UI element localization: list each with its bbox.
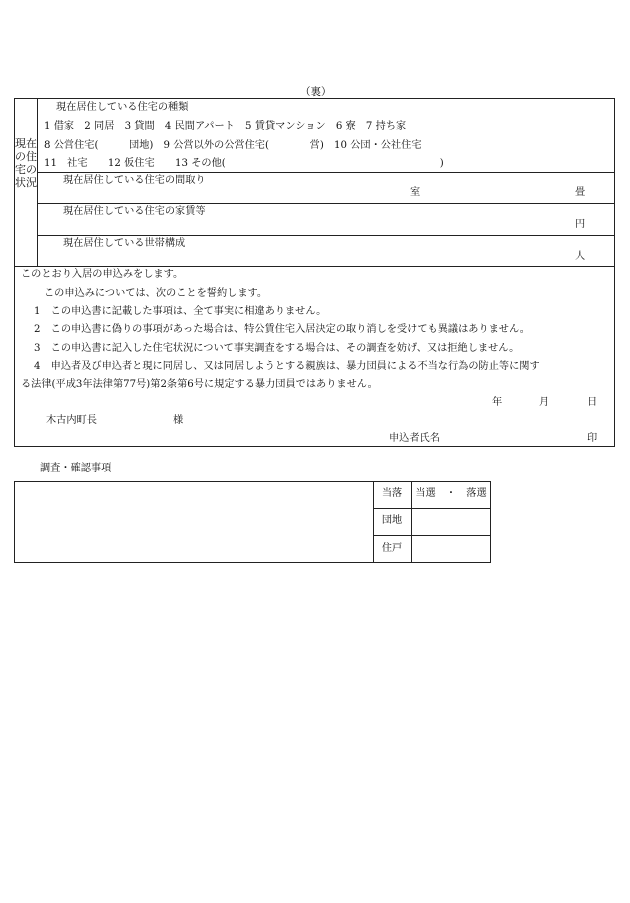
pledge-item-1: 1 この申込書に記載した事項は、全て事実に相違ありません。 [34,306,327,317]
addressee: 木古内町長 [46,415,97,426]
layout-unit-tatami: 畳 [575,187,586,198]
layout-unit-room: 室 [410,187,421,198]
household-unit: 人 [575,251,586,262]
survey-unit-label: 住戸 [381,543,403,554]
survey-result-value: 当選 ・ 落選 [415,488,487,499]
page-side-header: （裏） [300,86,332,98]
date-year-label: 年 [492,397,503,408]
seal-mark: 印 [587,433,598,444]
pledge-item-4-line-2: る法律(平成3年法律第77号)第2条第6号に規定する暴力団員ではありません。 [21,379,378,390]
declaration-intro: このとおり入居の申込みをします。 [21,269,184,280]
survey-divider-h1 [373,508,491,509]
row-divider-layout [37,172,615,173]
date-month-label: 月 [539,397,550,408]
pledge-item-2: 2 この申込書に偽りの事項があった場合は、特公賃住宅入居決定の取り消しを受けても異議はありません。 [34,324,530,335]
declaration-divider [14,266,615,267]
date-day-label: 日 [587,397,598,408]
pledge-item-3: 3 この申込書に記入した住宅状況について事実調査をする場合は、その調査を妨げ、又は拒絶しません。 [34,343,520,354]
housing-status-side-label: 現在の住宅の状況 [15,137,37,189]
housing-type-title: 現在居住している住宅の種類 [56,102,189,113]
survey-title: 調査・確認事項 [40,463,112,474]
housing-type-options-1: 1 借家 2 同居 3 貸間 4 民間アパート 5 賃貸マンション 6 寮 7 持ち家 [44,121,407,132]
household-label: 現在居住している世帯構成 [63,238,186,249]
row-divider-rent [37,203,615,204]
addressee-honorific: 様 [173,415,184,426]
side-label-divider [37,98,38,267]
applicant-name-label: 申込者氏名 [389,433,440,444]
survey-result-label: 当落 [381,488,403,499]
pledge-item-4-line-1: 4 申込者及び申込者と現に同居し、又は同居しようとする親族は、暴力団員による不当な行為の防止等に関す [34,361,540,372]
row-divider-household [37,235,615,236]
declaration-pledge: この申込みについては、次のことを誓約します。 [44,288,268,299]
rent-unit: 円 [575,219,586,230]
housing-type-options-2: 8 公営住宅( 団地) 9 公営以外の公営住宅( 営) 10 公団・公社住宅 [44,140,422,151]
housing-type-options-3: 11 社宅 12 仮住宅 13 その他( ) [44,158,444,169]
layout-label: 現在居住している住宅の間取り [63,175,206,186]
survey-divider-h2 [373,535,491,536]
survey-estate-label: 団地 [381,515,403,526]
rent-label: 現在居住している住宅の家賃等 [63,206,206,217]
